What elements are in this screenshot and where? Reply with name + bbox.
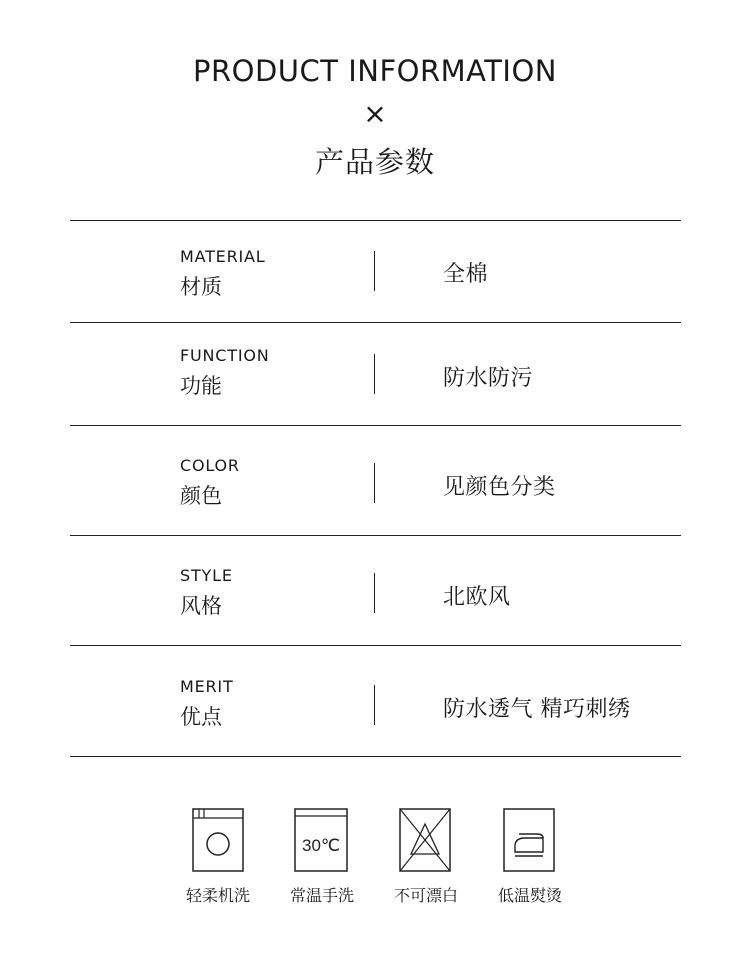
spec-row-merit (70, 646, 681, 756)
spec-value: 北欧风 (443, 585, 511, 610)
spec-row-material (70, 221, 681, 322)
washing-machine-icon (192, 808, 244, 872)
spec-label-en: MATERIAL (180, 247, 266, 266)
care-label: 常温手洗 (289, 886, 354, 905)
spec-label-en: FUNCTION (180, 346, 270, 365)
spec-label-cn: 风格 (180, 594, 222, 618)
spec-row-function (70, 323, 681, 425)
spec-value: 全棉 (443, 262, 489, 287)
spec-value: 见颜色分类 (443, 475, 556, 500)
spec-divider (374, 573, 375, 613)
spec-row-color (70, 426, 681, 535)
spec-divider (374, 354, 375, 394)
spec-label-cn: 颜色 (180, 484, 222, 508)
spec-label-cn: 材质 (180, 275, 222, 299)
spec-label-cn: 优点 (180, 705, 222, 729)
care-label: 不可漂白 (393, 886, 458, 905)
care-item-hand-wash (281, 808, 361, 872)
low-iron-icon (503, 808, 555, 872)
spec-label-en: MERIT (180, 677, 234, 696)
care-item-machine-wash (178, 808, 258, 872)
spec-value: 防水透气 精巧刺绣 (443, 697, 631, 722)
title-separator: × (363, 97, 387, 130)
page-title-cn: 产品参数 (314, 145, 435, 179)
spec-divider (374, 685, 375, 725)
spec-divider (374, 463, 375, 503)
spec-label-cn: 功能 (180, 374, 222, 398)
hand-wash-30c-icon (294, 808, 348, 872)
spec-row-style (70, 536, 681, 645)
care-item-low-iron (489, 808, 569, 872)
spec-divider (374, 251, 375, 291)
wash-temperature-label: 30℃ (301, 836, 341, 855)
spec-label-en: COLOR (180, 456, 240, 475)
spec-value: 防水防污 (443, 366, 534, 391)
page-title-en: PRODUCT INFORMATION (193, 54, 557, 88)
no-bleach-icon (399, 808, 451, 872)
care-item-no-bleach (385, 808, 465, 872)
care-label: 低温熨烫 (497, 886, 562, 905)
care-label: 轻柔机洗 (185, 886, 250, 905)
spec-label-en: STYLE (180, 566, 233, 585)
divider (70, 756, 681, 757)
